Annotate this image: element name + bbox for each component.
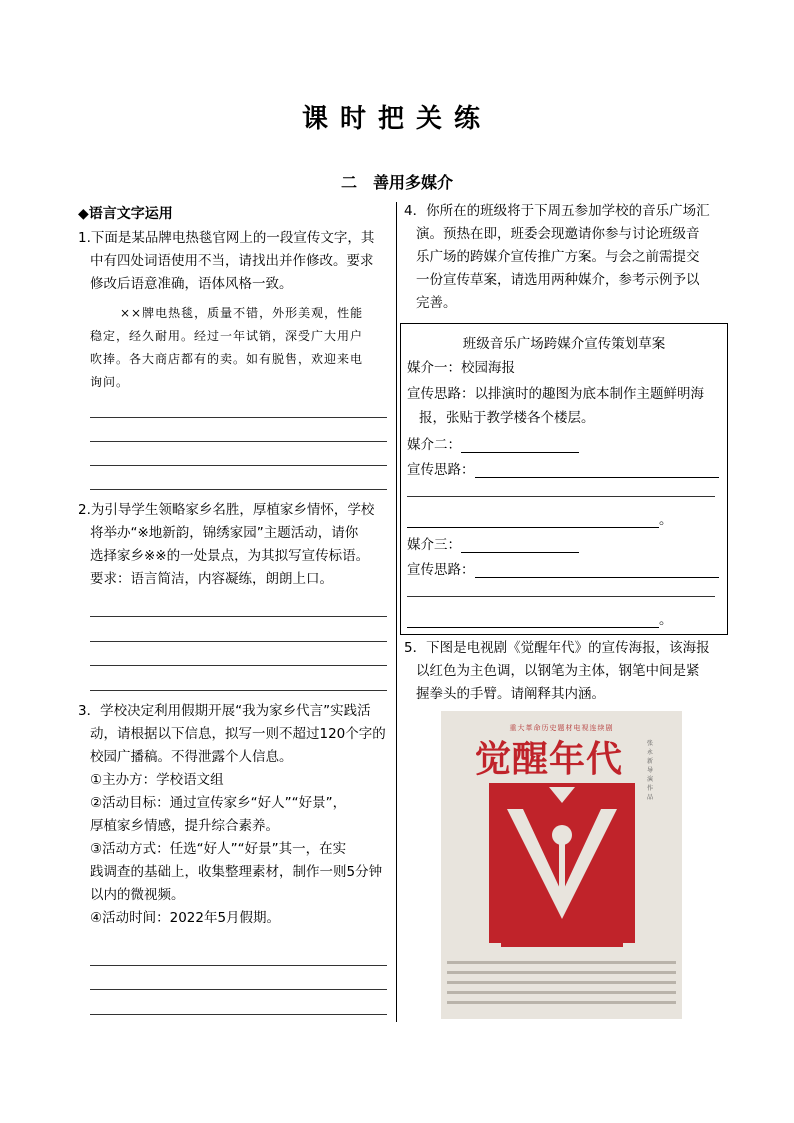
q2-line: 2.为引导学生领略家乡名胜，厚植家乡情怀，学校: [78, 502, 375, 518]
section-heading: ◆语言文字运用: [78, 206, 173, 222]
period: 。: [659, 512, 673, 528]
idea-3-end: [407, 608, 673, 628]
q3-line: 3．学校决定利用假期开展“我为家乡代言”实践活: [78, 703, 371, 719]
idea-3-label: 宣传思路：: [407, 562, 475, 578]
media-2-row: [407, 433, 579, 453]
idea-2-end: [407, 508, 673, 528]
credit-line: [447, 991, 676, 994]
q3-line: ②活动目标：通过宣传家乡“好人”“好景”，: [90, 795, 347, 811]
answer-line[interactable]: [90, 989, 387, 990]
q1-line: 中有四处词语使用不当，请找出并作修改。要求: [90, 253, 374, 269]
fist-icon: [552, 825, 572, 845]
media-2-label: 媒介二：: [407, 437, 461, 453]
media-3-label: 媒介三：: [407, 537, 461, 553]
credit-line: [447, 981, 676, 984]
poster-band: [501, 933, 623, 947]
page-subtitle: 二 善用多媒介: [340, 173, 453, 192]
question-4: [404, 200, 734, 315]
q4-line: 一份宣传草案，请选用两种媒介，参考示例予以: [416, 272, 700, 288]
page-title: 课时把关练: [301, 104, 492, 134]
answer-line[interactable]: [407, 496, 715, 497]
q1-quote-line: 吹捧。各大商店都有的卖。如有脱售，欢迎来电: [90, 352, 364, 366]
pen-nib-graphic: [441, 783, 682, 1019]
poster-title: 觉醒年代: [475, 738, 624, 780]
q1-quote-line: ××牌电热毯，质量不错，外形美观，性能: [120, 306, 364, 320]
answer-line[interactable]: [90, 616, 387, 617]
answer-line[interactable]: [407, 596, 715, 597]
q3-line: 动，请根据以下信息，拟写一则不超过120个字的: [90, 726, 386, 742]
idea-2-row: [407, 458, 719, 478]
question-1: [78, 227, 390, 394]
q1-line: 1.下面是某品牌电热毯官网上的一段宣传文字，其: [78, 230, 375, 246]
q2-line: 要求：语言简洁，内容凝练，朗朗上口。: [90, 571, 333, 587]
media-3-row: [407, 533, 579, 553]
q2-line: 将举办“※地新韵，锦绣家园”主题活动，请你: [90, 525, 359, 541]
q3-line: 以内的微视频。: [90, 887, 185, 903]
q1-quote-line: 询问。: [90, 375, 130, 389]
q4-line: 完善。: [416, 295, 457, 311]
q3-line: 践调查的基础上，收集整理素材，制作一则5分钟: [90, 864, 383, 880]
idea-3-blank[interactable]: [475, 561, 719, 578]
column-divider: [396, 202, 397, 1022]
q5-line: 握拳头的手臂。请阐释其内涵。: [416, 686, 605, 702]
idea-3-row: [407, 558, 719, 578]
question-3: [78, 700, 390, 930]
q1-quote: [78, 302, 390, 394]
media-2-blank[interactable]: [461, 436, 579, 453]
answer-line[interactable]: [90, 965, 387, 966]
idea-2-label: 宣传思路：: [407, 462, 475, 478]
answer-line[interactable]: [90, 690, 387, 691]
plan-title: 班级音乐广场跨媒介宣传策划草案: [462, 336, 666, 352]
idea-3-blank[interactable]: [407, 611, 659, 628]
answer-line[interactable]: [90, 441, 387, 442]
credit-line: [447, 971, 676, 974]
poster-side-text: 张永新导演作品: [647, 740, 654, 801]
plan-box: [400, 323, 728, 635]
q1-line: 修改后语意准确，语体风格一致。: [90, 276, 293, 292]
idea-1-line: 宣传思路：以排演时的趣图为底本制作主题鲜明海: [407, 386, 704, 402]
idea-2-blank[interactable]: [475, 461, 719, 478]
idea-2-blank[interactable]: [407, 511, 659, 528]
q1-quote-line: 稳定，经久耐用。经过一年试销，深受广大用户: [90, 329, 364, 343]
q4-line: 演。预热在即，班委会现邀请你参与讨论班级音: [416, 226, 700, 242]
answer-line[interactable]: [90, 665, 387, 666]
q5-line: 以红色为主色调，以钢笔为主体，钢笔中间是紧: [416, 663, 700, 679]
answer-line[interactable]: [90, 465, 387, 466]
poster-top-text: 重大革命历史题材电视连续剧: [509, 724, 614, 732]
q4-line: 4．你所在的班级将于下周五参加学校的音乐广场汇: [404, 203, 710, 219]
answer-line[interactable]: [90, 641, 387, 642]
q3-line: ④活动时间：2022年5月假期。: [90, 910, 281, 926]
q3-line: 厚植家乡情感，提升综合素养。: [90, 818, 279, 834]
idea-1-line: 报，张贴于教学楼各个楼层。: [419, 410, 595, 426]
credit-line: [447, 1001, 676, 1004]
q3-line: 校园广播稿。不得泄露个人信息。: [90, 749, 293, 765]
media-3-blank[interactable]: [461, 536, 579, 553]
question-5: [404, 637, 734, 706]
question-2: [78, 499, 390, 591]
q3-line: ③活动方式：任选“好人”“好景”其一，在实: [90, 841, 347, 857]
credit-line: [447, 961, 676, 964]
answer-line[interactable]: [90, 1014, 387, 1015]
q3-line: ①主办方：学校语文组: [90, 772, 224, 788]
q2-line: 选择家乡※※的一处景点，为其拟写宣传标语。: [90, 548, 370, 564]
pen-slit: [559, 841, 565, 911]
media-1: 媒介一：校园海报: [407, 360, 515, 376]
q4-line: 乐广场的跨媒介宣传推广方案。与会之前需提交: [416, 249, 700, 265]
drama-poster: [441, 711, 682, 1019]
q5-line: 5．下图是电视剧《觉醒年代》的宣传海报，该海报: [404, 640, 710, 656]
answer-line[interactable]: [90, 417, 387, 418]
answer-line[interactable]: [90, 489, 387, 490]
period: 。: [659, 612, 673, 628]
